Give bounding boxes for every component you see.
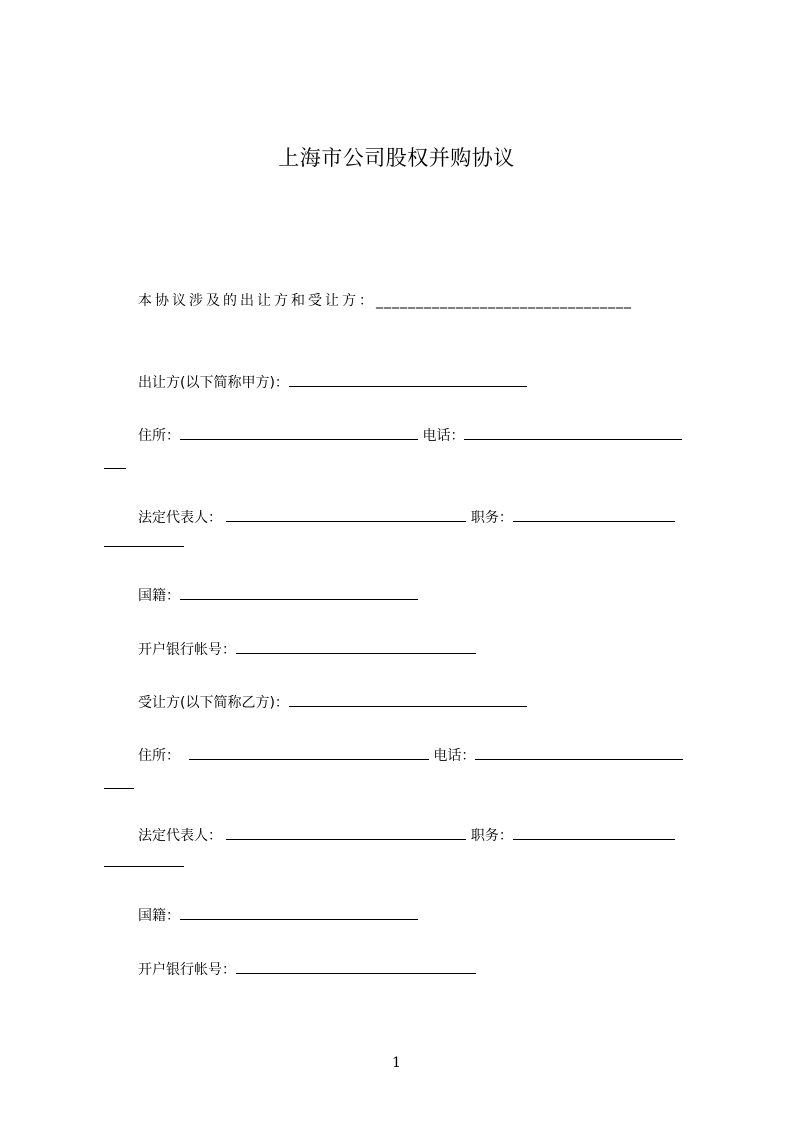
- party-a-position-label: 职务：: [470, 510, 513, 526]
- party-a-address-label: 住所：: [138, 428, 180, 444]
- party-b-heading: 受让方(以下简称乙方)：: [138, 695, 289, 711]
- party-b-address-blank[interactable]: [189, 745, 429, 760]
- party-a-phone-blank[interactable]: [464, 425, 682, 440]
- page-number: 1: [392, 1055, 401, 1071]
- party-b-bank-blank[interactable]: [236, 959, 476, 974]
- party-a-legal-rep-label: 法定代表人：: [138, 510, 222, 526]
- party-a-nationality-line: [138, 585, 418, 606]
- party-a-nationality-blank[interactable]: [180, 585, 418, 600]
- party-a-address-blank[interactable]: [180, 425, 418, 440]
- party-b-bank-label: 开户银行帐号：: [138, 962, 236, 978]
- party-b-position-label: 职务：: [470, 828, 513, 844]
- intro-label: 本协议涉及的出让方和受让方：: [138, 293, 376, 309]
- party-b-nationality-blank[interactable]: [180, 905, 418, 920]
- party-a-legal-rep-line: [138, 507, 675, 528]
- party-b-bank-line: [138, 959, 476, 980]
- party-a-position-blank[interactable]: [513, 507, 675, 522]
- party-a-bank-label: 开户银行帐号：: [138, 642, 236, 658]
- party-b-legal-rep-line: [138, 825, 675, 846]
- party-a-bank-line: [138, 639, 476, 660]
- party-b-phone-blank[interactable]: [475, 745, 683, 760]
- party-b-heading-line: [138, 692, 527, 713]
- party-a-position-blank-continued[interactable]: [104, 545, 184, 547]
- party-b-address-line: [138, 745, 683, 766]
- party-a-phone-blank-continued[interactable]: [104, 467, 126, 469]
- party-a-legal-rep-blank[interactable]: [226, 507, 466, 522]
- party-b-nationality-label: 国籍：: [138, 908, 180, 924]
- party-a-heading: 出让方(以下简称甲方)：: [138, 375, 289, 391]
- party-a-name-blank[interactable]: [289, 372, 527, 387]
- party-b-nationality-line: [138, 905, 418, 926]
- party-b-position-blank[interactable]: [513, 825, 675, 840]
- party-a-nationality-label: 国籍：: [138, 588, 180, 604]
- party-a-address-line: [138, 425, 682, 446]
- party-a-heading-line: [138, 372, 527, 393]
- party-b-address-label: 住所：: [138, 748, 180, 764]
- party-b-legal-rep-label: 法定代表人：: [138, 828, 222, 844]
- party-b-legal-rep-blank[interactable]: [226, 825, 466, 840]
- party-b-position-blank-continued[interactable]: [104, 865, 184, 867]
- party-a-phone-label: 电话：: [422, 428, 465, 444]
- party-b-name-blank[interactable]: [289, 692, 527, 707]
- intro-blank[interactable]: ________________________________: [376, 293, 632, 309]
- party-b-phone-blank-continued[interactable]: [104, 787, 134, 789]
- document-title: 上海市公司股权并购协议: [278, 146, 515, 170]
- party-a-bank-blank[interactable]: [236, 639, 476, 654]
- party-b-phone-label: 电话：: [433, 748, 476, 764]
- intro-line: [138, 291, 632, 311]
